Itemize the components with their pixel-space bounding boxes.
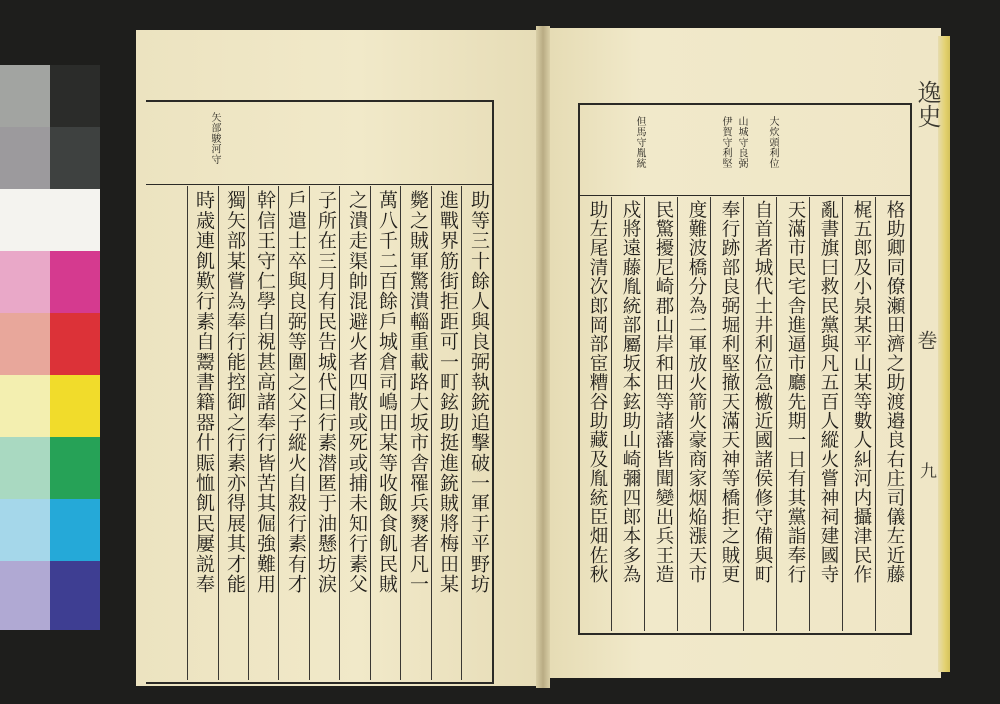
column-rule xyxy=(187,186,188,680)
text-column: 幹信王守仁學自視甚高諸奉行皆苦其倔強難用 xyxy=(254,190,276,594)
column-rule xyxy=(611,197,612,631)
header-note: 大炊頭利位 xyxy=(767,116,778,169)
text-column: 時歳連飢歎行素自鬻書籍器什賑恤飢民屢説奉 xyxy=(193,190,215,594)
text-column: 獨矢部某嘗為奉行能控御之行素亦得展其才能 xyxy=(224,190,246,594)
column-rule xyxy=(677,197,678,631)
red-patch xyxy=(50,313,100,375)
text-column: 亂書旗曰救民黨與凡五百人縱火嘗神祠建國寺 xyxy=(818,200,839,584)
left-header-box xyxy=(146,100,494,185)
column-rule xyxy=(809,197,810,631)
text-column: 梶五郎及小泉某平山某等數人糾河内攝津民作 xyxy=(851,200,872,584)
text-column: 助左尾清次郎岡部宦糟谷助藏及胤統臣畑佐秋 xyxy=(587,200,608,584)
magenta-patch xyxy=(50,251,100,313)
cyan-patch xyxy=(50,499,100,561)
dark-gray-patch xyxy=(50,127,100,189)
text-column: 戍將遠藤胤統部屬坂本鉉助山崎彌四郎本多為 xyxy=(620,200,641,584)
text-column: 之潰走渠帥混避火者四散或死或捕未知行素父 xyxy=(346,190,368,594)
column-rule xyxy=(743,197,744,631)
black-patch xyxy=(50,65,100,127)
column-rule xyxy=(644,197,645,631)
yellow-patch xyxy=(50,375,100,437)
pale-cyan-patch xyxy=(0,499,50,561)
column-rule xyxy=(218,186,219,680)
text-column: 子所在三月有民告城代曰行素潜匿于油懸坊涙 xyxy=(315,190,337,594)
pale-green-patch xyxy=(0,437,50,499)
margin-chapter: 巻 xyxy=(914,330,938,350)
column-rule xyxy=(875,197,876,631)
book-gutter xyxy=(536,26,550,688)
text-column: 格助卿同僚瀬田濟之助渡邉良右庄司儀左近藤 xyxy=(884,200,905,584)
color-calibration-strip xyxy=(0,65,100,630)
header-note: 伊賀守利堅 xyxy=(720,116,731,169)
text-column: 助等三十餘人與良弼執銃追撃破一軍于平野坊 xyxy=(468,190,490,594)
margin-folio: 九 xyxy=(916,462,936,479)
green-patch xyxy=(50,437,100,499)
text-column: 進戰界筋街拒距可一町鉉助挺進銃賊將梅田某 xyxy=(437,190,459,594)
column-rule xyxy=(710,197,711,631)
text-column: 自首者城代土井利位急檄近國諸侯修守備與町 xyxy=(752,200,773,584)
margin-title: 逸史 xyxy=(913,80,941,128)
column-rule xyxy=(776,197,777,631)
text-column: 戶遣士卒與良弼等圍之父子縱火自殺行素有才 xyxy=(285,190,307,594)
pale-yellow-patch xyxy=(0,375,50,437)
header-note: 矢部駿河守 xyxy=(209,112,220,165)
lavender-patch xyxy=(0,561,50,630)
salmon-patch xyxy=(0,313,50,375)
text-column: 度難波橋分為二軍放火箭火豪商家烟焔漲天市 xyxy=(686,200,707,584)
text-column: 天滿市民宅舎進逼市廳先期一日有其黨詣奉行 xyxy=(785,200,806,584)
text-column: 萬八千二百餘戶城倉司嶋田某等收飯食飢民賊 xyxy=(376,190,398,594)
header-note: 但馬守胤統 xyxy=(634,116,645,169)
blue-patch xyxy=(50,561,100,630)
page-edges xyxy=(938,36,950,672)
column-rule xyxy=(842,197,843,631)
text-column: 奉行跡部良弼堀利堅撤天滿天神等橋拒之賊更 xyxy=(719,200,740,584)
header-note: 山城守良弼 xyxy=(736,116,747,169)
pink-patch xyxy=(0,251,50,313)
text-column: 斃之賊軍驚潰輜重載路大坂市舎罹兵燹者凡一 xyxy=(407,190,429,594)
text-column: 民驚擾尼崎郡山岸和田等諸藩皆聞變出兵王造 xyxy=(653,200,674,584)
white-patch xyxy=(0,189,100,251)
gray-patch xyxy=(0,127,50,189)
gray-patch xyxy=(0,65,50,127)
